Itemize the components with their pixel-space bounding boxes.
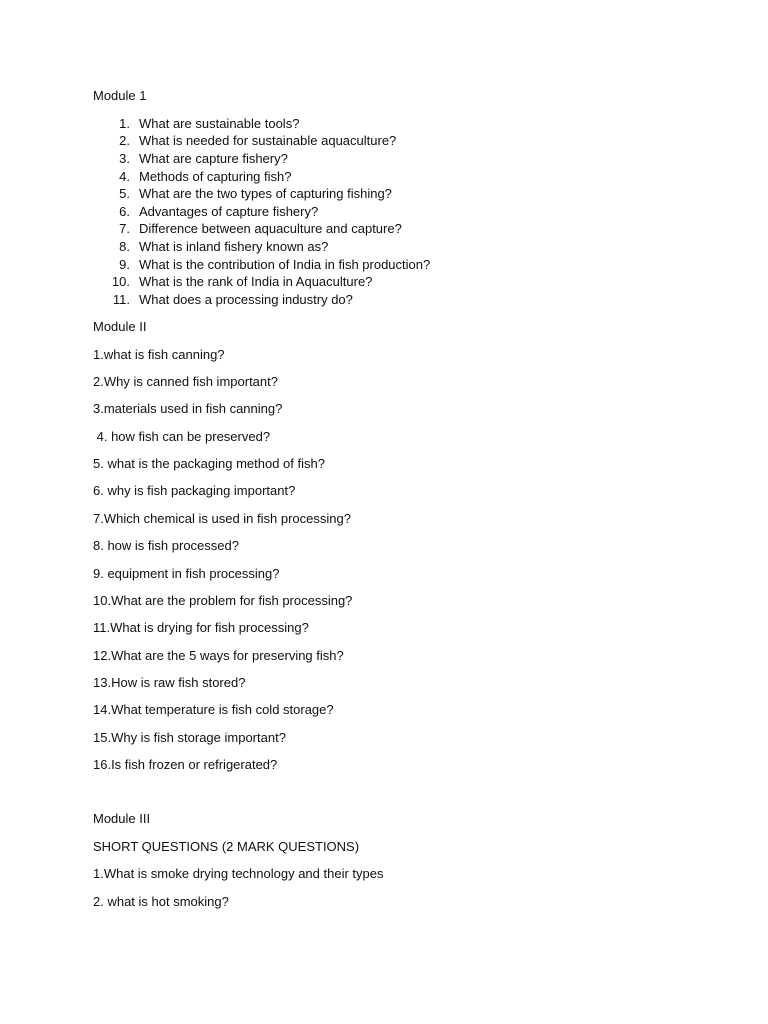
list-item: What is the rank of India in Aquaculture? [139, 274, 373, 289]
question-item: 15.Why is fish storage important? [93, 730, 286, 745]
question-item: 14.What temperature is fish cold storage? [93, 702, 334, 717]
module-3-heading: Module III [93, 811, 151, 826]
list-item-number: 7. [119, 221, 130, 236]
question-item: 7.Which chemical is used in fish processing? [93, 511, 351, 526]
list-item: Difference between aquaculture and capture? [139, 221, 402, 236]
list-item: Methods of capturing fish? [139, 169, 292, 184]
list-item: What are sustainable tools? [139, 116, 300, 131]
module-3-subheading: SHORT QUESTIONS (2 MARK QUESTIONS) [93, 839, 360, 854]
list-item: Advantages of capture fishery? [139, 204, 319, 219]
list-item-number: 11. [112, 292, 130, 307]
question-item: 8. how is fish processed? [93, 538, 239, 553]
list-item: What is needed for sustainable aquaculture? [139, 133, 397, 148]
question-item: 6. why is fish packaging important? [93, 483, 296, 498]
list-item: What are the two types of capturing fishing? [139, 186, 392, 201]
question-item: 4. how fish can be preserved? [93, 429, 271, 444]
question-item: 10.What are the problem for fish processing? [93, 593, 353, 608]
question-item: 12.What are the 5 ways for preserving fish? [93, 648, 344, 663]
list-item-number: 5. [119, 186, 130, 201]
question-item: 11.What is drying for fish processing? [93, 620, 309, 635]
question-item: 1.What is smoke drying technology and their types [93, 866, 384, 881]
module-1-heading: Module 1 [93, 88, 147, 103]
list-item-number: 10. [111, 274, 130, 289]
list-item-number: 9. [119, 257, 130, 272]
list-item: What does a processing industry do? [139, 292, 353, 307]
question-item: 9. equipment in fish processing? [93, 566, 280, 581]
question-item: 2. what is hot smoking? [93, 894, 229, 909]
list-item-number: 8. [119, 239, 130, 254]
question-item: 3.materials used in fish canning? [93, 401, 283, 416]
list-item-number: 3. [119, 151, 130, 166]
question-item: 2.Why is canned fish important? [93, 374, 278, 389]
list-item: What is inland fishery known as? [139, 239, 329, 254]
module-2-heading: Module II [93, 319, 147, 334]
question-item: 16.Is fish frozen or refrigerated? [93, 757, 278, 772]
question-item: 5. what is the packaging method of fish? [93, 456, 325, 471]
list-item: What is the contribution of India in fish production? [139, 257, 431, 272]
list-item-number: 1. [119, 116, 130, 131]
list-item-number: 6. [119, 204, 130, 219]
question-item: 1.what is fish canning? [93, 347, 225, 362]
list-item: What are capture fishery? [139, 151, 288, 166]
list-item-number: 2. [119, 133, 130, 148]
list-item-number: 4. [119, 169, 130, 184]
question-item: 13.How is raw fish stored? [93, 675, 246, 690]
